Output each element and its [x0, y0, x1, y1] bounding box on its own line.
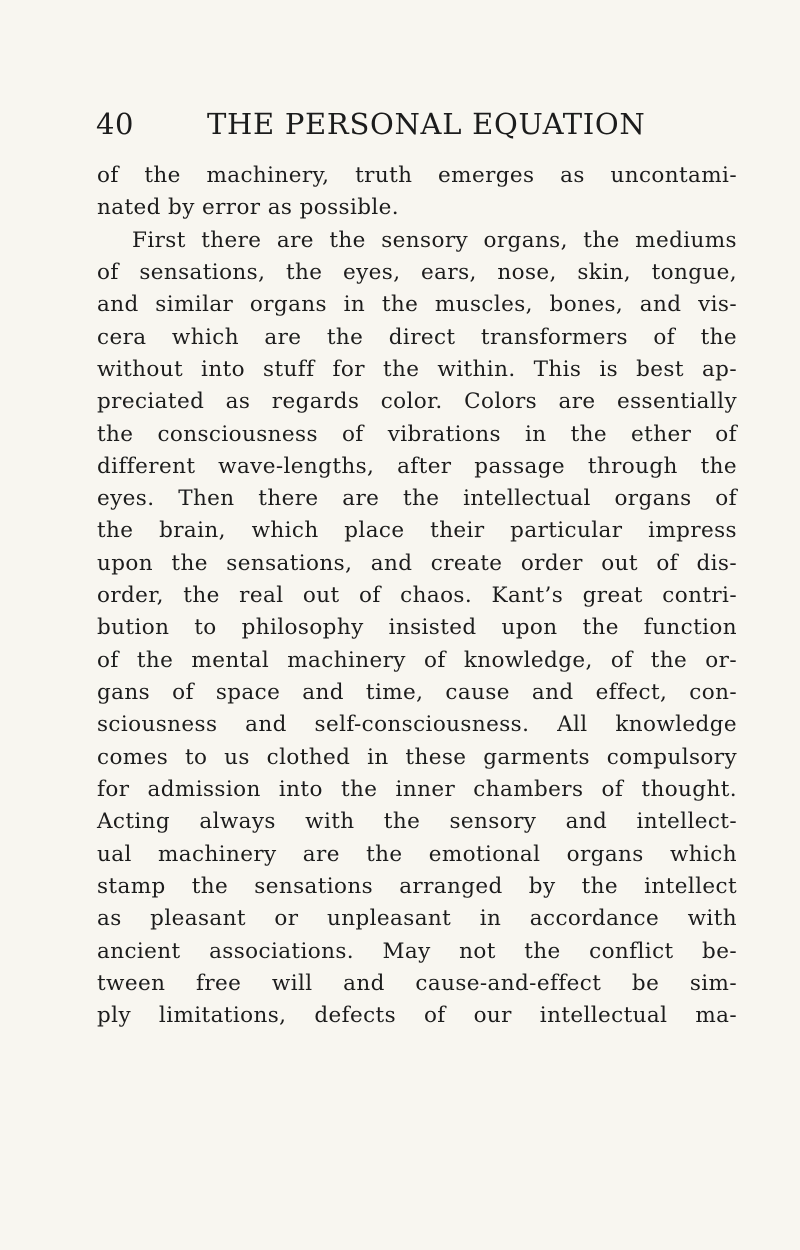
text-line: ual machinery are the emotional organs which: [97, 841, 737, 867]
text-line: of sensations, the eyes, ears, nose, skin, tongue,: [97, 259, 737, 285]
text-line: tween free will and cause-and-effect be sim-: [97, 970, 737, 996]
text-line: cera which are the direct transformers of the: [97, 324, 737, 350]
text-line: First there are the sensory organs, the mediums: [132, 227, 737, 253]
text-line: for admission into the inner chambers of thought.: [97, 776, 737, 802]
text-line: as pleasant or unpleasant in accordance with: [97, 906, 737, 932]
text-line: eyes. Then there are the intellectual organs of: [97, 486, 737, 512]
text-line: order, the real out of chaos. Kant’s great contri-: [97, 583, 737, 609]
text-line: ply limitations, defects of our intellectual ma-: [97, 1003, 737, 1029]
text-line: of the mental machinery of knowledge, of the or-: [97, 647, 737, 673]
text-line: upon the sensations, and create order out of dis-: [97, 550, 737, 576]
page-number: 40: [96, 107, 134, 141]
text-line: nated by error as possible.: [97, 195, 400, 221]
text-line: Acting always with the sensory and intellect-: [97, 809, 737, 835]
text-line: preciated as regards color. Colors are essentially: [97, 389, 737, 415]
text-line: gans of space and time, cause and effect, con-: [97, 680, 737, 705]
text-line: different wave-lengths, after passage through the: [97, 453, 737, 479]
text-line: comes to us clothed in these garments compulsory: [97, 744, 737, 770]
body-text: [97, 160, 737, 1032]
text-line: the brain, which place their particular impress: [97, 518, 737, 544]
running-head: [0, 104, 800, 154]
text-line: and similar organs in the muscles, bones, and vis-: [97, 292, 737, 318]
text-line: bution to philosophy insisted upon the function: [97, 615, 737, 641]
text-line: sciousness and self-consciousness. All knowledge: [97, 712, 737, 738]
text-line: stamp the sensations arranged by the intellect: [97, 873, 737, 899]
text-line: the consciousness of vibrations in the ether of: [97, 421, 737, 447]
text-line: without into stuff for the within. This is best ap-: [97, 356, 737, 382]
text-line: ancient associations. May not the conflict be-: [97, 938, 737, 964]
text-line: of the machinery, truth emerges as uncontami-: [97, 163, 737, 188]
running-title: THE PERSONAL EQUATION: [207, 107, 646, 141]
